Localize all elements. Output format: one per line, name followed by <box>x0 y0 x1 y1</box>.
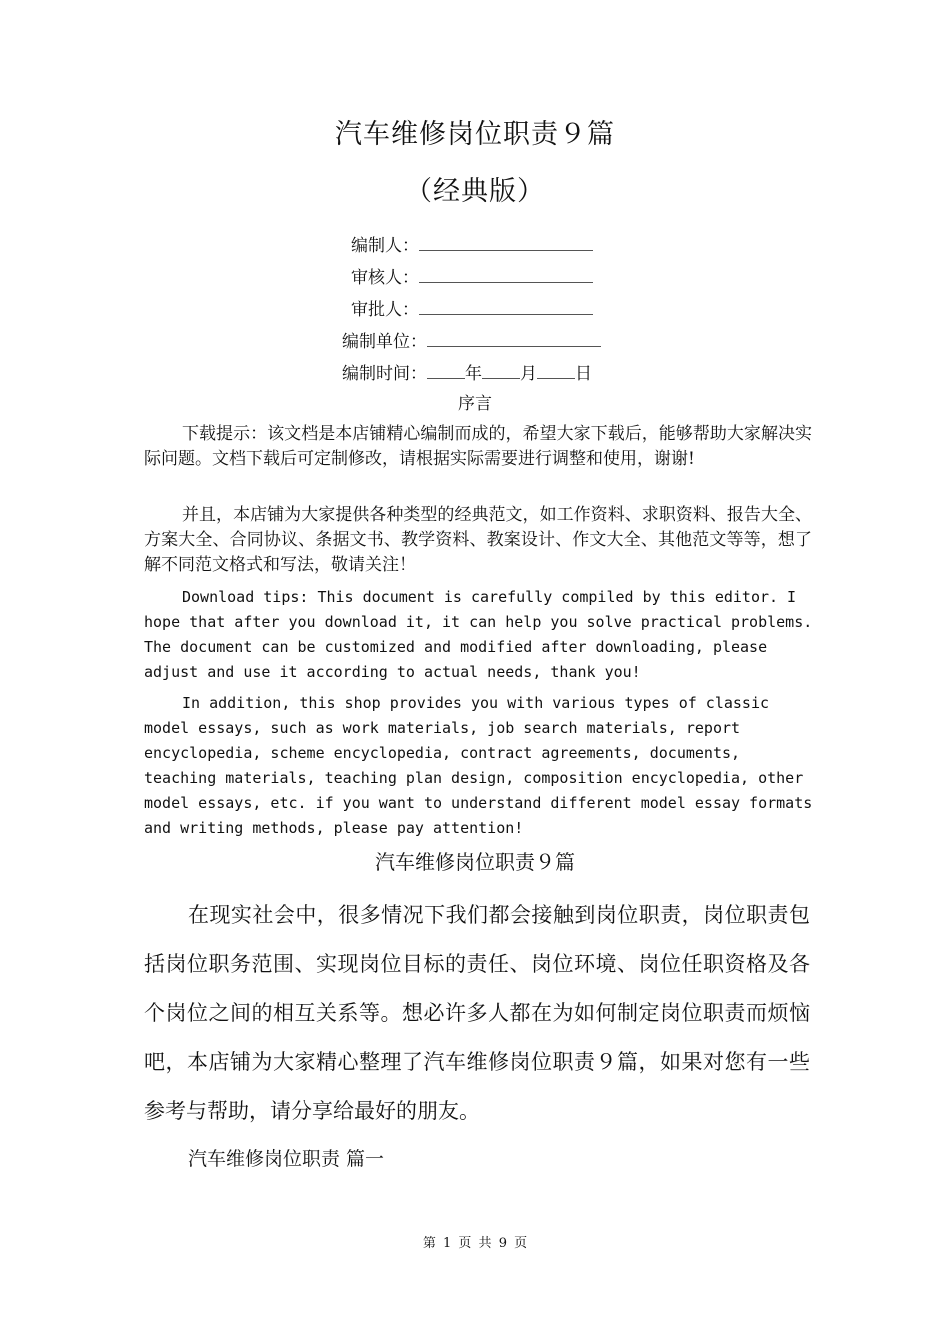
day-label: 日 <box>575 364 592 384</box>
english-paragraph: Download tips: This document is carefully compiled by this editor. I hope that after you download it, it can help you solve practical problems. The document can be customized and modified after downloading, please adjust and use it according to actual needs, thank you! <box>144 588 813 681</box>
editor-label: 编制人： <box>351 236 419 256</box>
year-blank-line <box>427 362 465 379</box>
time-field <box>342 359 592 384</box>
month-blank-line <box>482 362 520 379</box>
sub-heading: 汽车维修岗位职责 篇一 <box>188 1148 385 1170</box>
page-footer: 第 1 页 共 9 页 <box>422 1236 528 1251</box>
preface-paragraph: 并且，本店铺为大家提供各种类型的经典范文，如工作资料、求职资料、报告大全、方案大全、合同协议、条据文书、教学资料、教案设计、作文大全、其他范文等等，想了解不同范文格式和写法，敬请关注！ <box>144 505 812 575</box>
editor-field <box>351 231 593 256</box>
time-label: 编制时间： <box>342 364 427 384</box>
preface-title: 序言 <box>458 394 492 414</box>
unit-label: 编制单位： <box>342 332 427 352</box>
year-label: 年 <box>465 364 482 384</box>
english-paragraph: In addition, this shop provides you with various types of classic model essays, such as work materials, job search materials, report encyclopedia, scheme encyclopedia, contract agreements, documents, teaching materials, teaching plan design, composition encyclopedia, other model essays, etc. if you want to understand different model essay formats and writing methods, please pay attention! <box>144 694 813 837</box>
body-paragraph: 在现实社会中，很多情况下我们都会接触到岗位职责，岗位职责包括岗位职务范围、实现岗位目标的责任、岗位环境、岗位任职资格及各个岗位之间的相互关系等。想必许多人都在为如何制定岗位职责而烦恼吧，本店铺为大家精心整理了汽车维修岗位职责９篇，如果对您有一些参考与帮助，请分享给最好的朋友。 <box>144 903 810 1123</box>
day-blank-line <box>537 362 575 379</box>
month-label: 月 <box>520 364 537 384</box>
unit-blank-line <box>427 330 601 347</box>
reviewer-label: 审核人： <box>351 268 419 288</box>
reviewer-blank-line <box>419 266 593 283</box>
editor-blank-line <box>419 234 593 251</box>
section-title: 汽车维修岗位职责９篇 <box>375 850 575 874</box>
document-title: 汽车维修岗位职责９篇 <box>335 119 615 150</box>
document-subtitle: （经典版） <box>405 176 545 207</box>
preface-paragraph: 下载提示：该文档是本店铺精心编制而成的，希望大家下载后，能够帮助大家解决实际问题。文档下载后可定制修改，请根据实际需要进行调整和使用，谢谢! <box>144 424 812 469</box>
approver-label: 审批人： <box>351 300 419 320</box>
reviewer-field <box>351 263 593 288</box>
approver-field <box>351 295 593 320</box>
approver-blank-line <box>419 298 593 315</box>
unit-field <box>342 327 601 352</box>
